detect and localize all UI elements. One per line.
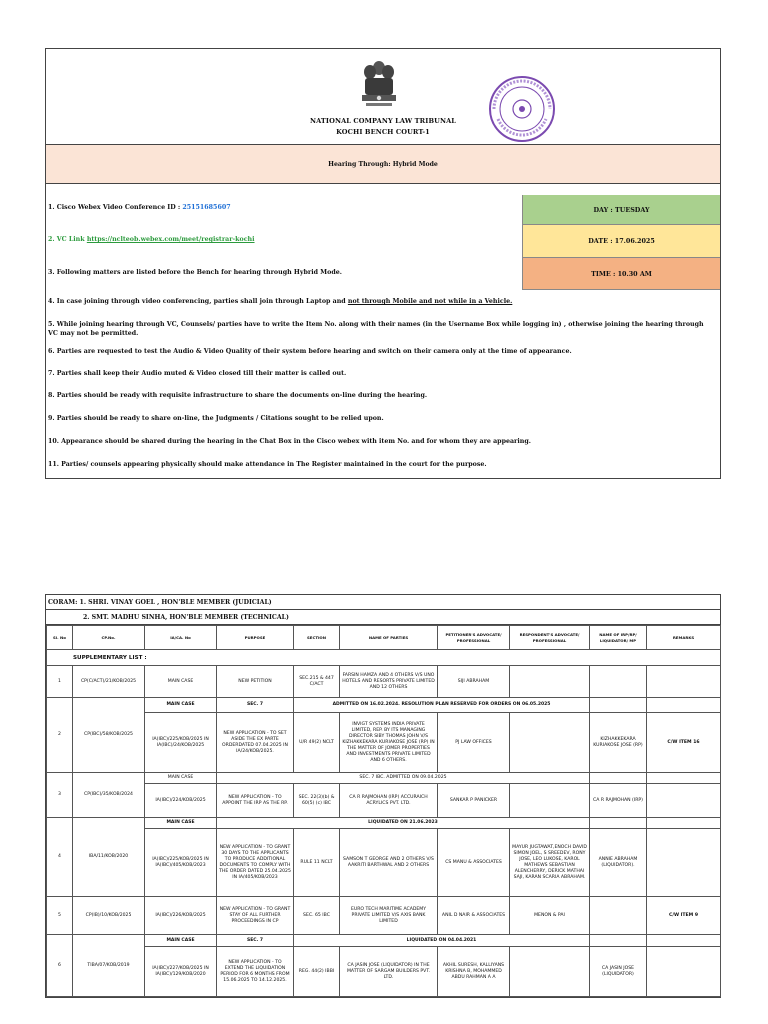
cell-ia: IA(IBC)/225/KOB/2025 IN IA(IBC)/405/KOB/2023: [145, 829, 217, 897]
cell-remarks: [647, 935, 721, 947]
col-cp-no: CP.No.: [73, 626, 145, 650]
cell-irp: [590, 773, 647, 784]
cell-section: RULE 11 NCLT: [294, 829, 340, 897]
cell-remarks: [647, 784, 721, 818]
cell-remarks: [647, 818, 721, 829]
cell-pet-advocate: ANIL D NAIR & ASSOCIATES: [438, 897, 510, 935]
cell-irp: KIZHAKKEKARA KURIAKOSE JOSE (RP): [590, 713, 647, 773]
instruction-7: 7. Parties shall keep their Audio muted & Video closed till their matter is called out.: [48, 370, 347, 377]
instruction-8: 8. Parties should be ready with requisite infrastructure to share the documents on-line during the hearing.: [48, 392, 428, 399]
cell-cp: IBA/11/KOB/2020: [73, 818, 145, 897]
cell-case-status: SEC. 7 IBC. ADMITTED ON 09.04.2025: [217, 773, 590, 784]
cause-list: [45, 594, 721, 998]
cell-main-purpose: SEC. 7: [217, 698, 294, 713]
cell-pet-advocate: AKHIL SURESH, KALLIYANS KRISHNA B, MOHAMMED ABDU RAHMAN A A: [438, 947, 510, 997]
cell-cp: TIBA/07/KOB/2019: [73, 935, 145, 997]
cell-purpose: NEW APPLICATION - TO SET ASIDE THE EX PARTE ORDERDATED 07.04.2025 IN IA/24/KOB/2025.: [217, 713, 294, 773]
cell-section: SEC. 22(3)(b) & 60(5) (c) IBC: [294, 784, 340, 818]
cell-remarks: [647, 829, 721, 897]
col-purpose: PURPOSE: [217, 626, 294, 650]
supplementary-row: [47, 650, 721, 666]
cell-purpose: NEW APPLICATION - TO GRANT 30 DAYS TO THE APPLICANTS TO PRODUCE ADDITIONAL DOCUMENTS TO COMPLY WITH THE ORDER DATED 25.04.2025 IN IA/405/KOB/2023: [217, 829, 294, 897]
instruction-4: 4. In case joining through video conferencing, parties shall join through Laptop and not through Mobile and not while in a Vehicle.: [48, 298, 513, 305]
cell-ia: IA(IBC)/227/KOB/2025 IN IA(IBC)/129/KOB/2020: [145, 947, 217, 997]
national-emblem-icon: [356, 59, 402, 113]
table-row: [47, 897, 721, 935]
cell-parties: CA JASIN JOSE (LIQUIDATOR) IN THE MATTER OF SARGAM BUILDERS PVT. LTD.: [340, 947, 438, 997]
cell-purpose: NEW PETITION: [217, 666, 294, 698]
col-ia-no: IA/CA. No: [145, 626, 217, 650]
cell-section: REG. 44(2) IBBI: [294, 947, 340, 997]
coram-line-1: CORAM: 1. SHRI. VINAY GOEL , HON'BLE MEMBER (JUDICIAL): [46, 595, 720, 610]
cell-irp: [590, 935, 647, 947]
table-row: [47, 947, 721, 997]
col-petitioner-advocate: PETITIONER'S ADVOCATE/ PROFESSIONAL: [438, 626, 510, 650]
cell-sl: 5: [47, 897, 73, 935]
cell-main-case-label: MAIN CASE: [145, 698, 217, 713]
hearing-time: TIME : 10.30 AM: [522, 258, 720, 290]
cell-irp: [590, 698, 647, 713]
table-row: [47, 935, 721, 947]
cell-irp: ANNIE ABRAHAM (LIQUIDATOR).: [590, 829, 647, 897]
cause-list-table: [46, 625, 721, 997]
cell-ia: IA(IBC)/225/KOB/2025 IN IA(IBC)/24/KOB/2025: [145, 713, 217, 773]
cell-main-case-label: MAIN CASE: [145, 773, 217, 784]
cell-remarks: [647, 698, 721, 713]
instruction-3: 3. Following matters are listed before the Bench for hearing through Hybrid Mode.: [48, 269, 342, 276]
instruction-11: 11. Parties/ counsels appearing physically should make attendance in The Register maintained in the court for the purpose.: [48, 461, 487, 468]
col-sl-no: Sl. No: [47, 626, 73, 650]
cell-case-status: LIQUIDATED ON 21.06.2023: [217, 818, 590, 829]
cell-cp: CP(IBC)/58/KOB/2025: [73, 698, 145, 773]
cell-remarks: [647, 773, 721, 784]
cell-parties: EURO TECH MARITIME ACADEMY PRIVATE LIMITED V/S AXIS BANK LIMITED: [340, 897, 438, 935]
cell-sl: 3: [47, 773, 73, 818]
cell-section: SEC.215 & 447 C/ACT: [294, 666, 340, 698]
cell-pet-advocate: SIJI ABRAHAM: [438, 666, 510, 698]
cell-remarks: [647, 947, 721, 997]
instruction-2: 2. VC Link https://nclteob.webex.com/meet/registrar-kochi: [48, 236, 255, 243]
cell-cp: CP(IBC)/35/KOB/2024: [73, 773, 145, 818]
col-parties: NAME OF PARTIES: [340, 626, 438, 650]
cell-parties: INVIGT SYSTEMS INDIA PRIVATE LIMITED, REP. BY ITS MANAGING DIRECTOR SIBY THOMAS JOHN V/S KIZHAKKEKARA KURIAKOSE JOSE (RP) IN THE MATTER OF JOMER PROPERTIES AND INVESTMENTS PRIVATE LIMITED AND 6 OTHERS.: [340, 713, 438, 773]
cell-pet-advocate: PJ LAW OFFICES: [438, 713, 510, 773]
table-row: [47, 773, 721, 784]
cell-main-purpose: SEC. 7: [217, 935, 294, 947]
cell-purpose: NEW APPLICATION - TO EXTEND THE LIQUIDATION PERIOD FOR 6 MONTHS FROM 15.06.2025 TO 14.12.2025.: [217, 947, 294, 997]
cell-remarks: [647, 666, 721, 698]
cell-remarks: C/W ITEM 16: [647, 713, 721, 773]
webex-meeting-id[interactable]: 25151685607: [182, 204, 231, 211]
cell-sl: 4: [47, 818, 73, 897]
cell-parties: FARSIN HAMZA AND 4 OTHERS V/S UNO HOTELS AND RESORTS PRIVATE LIMITED AND 12 OTHERS: [340, 666, 438, 698]
cell-resp-advocate: MAYUR JUGTAWAT,ENOCH DAVID SIMON JOEL, S SREEDEV, RONY JOSE, LEO LUKOSE, KAROL MATHEWS SEBASTIAN ALENCHERRY, DERICK MATHAI SAJI, KARAN SCARIA ABRAHAM.: [510, 829, 590, 897]
hearing-date: DATE : 17.06.2025: [522, 225, 720, 258]
cell-cp: CP(IB)/10/KOB/2025: [73, 897, 145, 935]
cell-sl: 1: [47, 666, 73, 698]
cell-resp-advocate: [510, 784, 590, 818]
coram-line-2: 2. SMT. MADHU SINHA, HON'BLE MEMBER (TECHNICAL): [46, 610, 720, 625]
cell-parties: SAMSON T GEORGE AND 2 OTHERS V/S AAKRITI BARTHWAL AND 2 OTHERS: [340, 829, 438, 897]
instruction-1: 1. Cisco Webex Video Conference ID : 25151685607: [48, 204, 231, 211]
cell-sl: 2: [47, 698, 73, 773]
cell-case-status: ADMITTED ON 16.02.2024. RESOLUTION PLAN RESERVED FOR ORDERS ON 06.05.2025: [294, 698, 590, 713]
col-irp: NAME OF IRP/RP/ LIQUIDATOR/ MP: [590, 626, 647, 650]
instruction-10: 10. Appearance should be shared during the hearing in the Chat Box in the Cisco webex with item No. and for whom they are appearing.: [48, 438, 531, 445]
cell-main-case-label: MAIN CASE: [145, 935, 217, 947]
supplementary-label: SUPPLEMENTARY LIST :: [47, 650, 721, 666]
cell-case-status: LIQUIDATED ON 04.04.2021: [294, 935, 590, 947]
hearing-notice: [45, 48, 721, 479]
tribunal-header: [46, 49, 720, 145]
cell-pet-advocate: CS MANU & ASSOCIATES: [438, 829, 510, 897]
cell-irp: CA JASIN JOSE (LIQUIDATOR): [590, 947, 647, 997]
cell-purpose: NEW APPLICATION - TO GRANT STAY OF ALL FURTHER PROCEEDINGS IN CP: [217, 897, 294, 935]
cell-section: U/R 49(2) NCLT: [294, 713, 340, 773]
table-row: [47, 698, 721, 713]
cell-pet-advocate: SANKAR P PANICKER: [438, 784, 510, 818]
table-row: [47, 818, 721, 829]
col-respondent-advocate: RESPONDENT'S ADVOCATE/ PROFESSIONAL: [510, 626, 590, 650]
cell-section: SEC. 65 IBC: [294, 897, 340, 935]
instruction-9: 9. Parties should be ready to share on-line, the Judgments / Citations sought to be relied upon.: [48, 415, 384, 422]
cell-purpose: NEW APPLICATION - TO APPOINT THE IRP AS THE RP.: [217, 784, 294, 818]
cell-resp-advocate: [510, 947, 590, 997]
cell-parties: CA R RAJMOHAN (IRP) ACCURAICH ACRYLICS PVT. LTD.: [340, 784, 438, 818]
cell-remarks: C/W ITEM 9: [647, 897, 721, 935]
vc-link[interactable]: https://nclteob.webex.com/meet/registrar-kochi: [86, 236, 255, 243]
cell-ia: MAIN CASE: [145, 666, 217, 698]
cell-irp: [590, 666, 647, 698]
table-row: [47, 713, 721, 773]
cell-irp: [590, 818, 647, 829]
instruction-5: 5. While joining hearing through VC, Counsels/ parties have to write the Item No. along with their names (in the Username Box while logging in) , otherwise joining the hearing through VC may not be permitted.: [48, 321, 704, 337]
col-remarks: REMARKS: [647, 626, 721, 650]
cell-irp: CA R RAJMOHAN (IRP): [590, 784, 647, 818]
table-header-row: [47, 626, 721, 650]
cell-ia: IA(IBC)/226/KOB/2025: [145, 897, 217, 935]
cell-resp-advocate: [510, 713, 590, 773]
cell-cp: CP(C/ACT)/21/KOB/2025: [73, 666, 145, 698]
instruction-6: 6. Parties are requested to test the Audio & Video Quality of their system before hearing and switch on their camera only at the time of appearance.: [48, 348, 572, 355]
hearing-mode-banner: Hearing Through: Hybrid Mode: [46, 145, 720, 184]
table-row: [47, 666, 721, 698]
col-section: SECTION: [294, 626, 340, 650]
cell-resp-advocate: MENON & PAI: [510, 897, 590, 935]
hearing-day: DAY : TUESDAY: [522, 195, 720, 225]
cell-irp: [590, 897, 647, 935]
cell-sl: 6: [47, 935, 73, 997]
cell-resp-advocate: [510, 666, 590, 698]
table-row: [47, 784, 721, 818]
bench-name: KOCHI BENCH COURT-1: [336, 128, 430, 136]
tribunal-name: NATIONAL COMPANY LAW TRIBUNAL: [309, 117, 457, 125]
table-row: [47, 829, 721, 897]
cell-ia: IA(IBC)/224/KOB/2025: [145, 784, 217, 818]
tribunal-seal-icon: [484, 75, 560, 143]
cell-main-case-label: MAIN CASE: [145, 818, 217, 829]
